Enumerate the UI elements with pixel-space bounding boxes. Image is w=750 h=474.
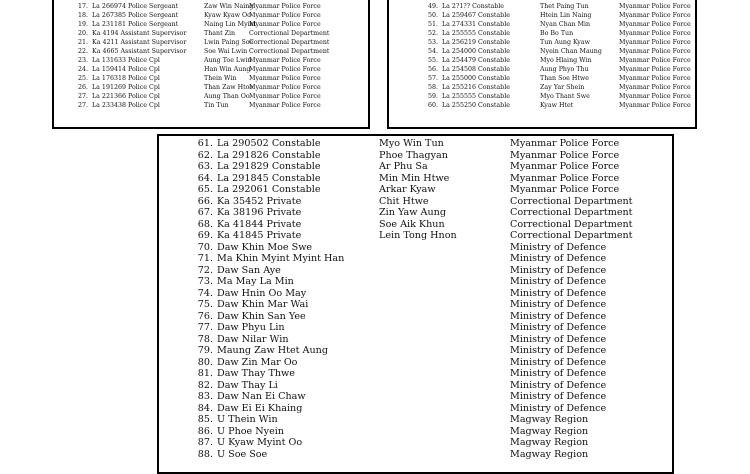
record-id: La 255555 Constable [442, 93, 510, 100]
table-row [159, 138, 672, 150]
record-id: La 254508 Constable [442, 66, 510, 73]
record-id: La 255216 Constable [442, 84, 510, 91]
person-name: Myo Thant Swe [540, 93, 590, 100]
table-row [54, 2, 368, 11]
record-id: Ma Khin Myint Myint Han [217, 253, 345, 264]
table-row [159, 288, 672, 300]
organization: Ministry of Defence [510, 241, 607, 253]
table-row [389, 20, 695, 29]
row-number: 75. [197, 299, 213, 310]
record-id: La 291826 Constable [217, 149, 321, 161]
person-name: Lwin Paing Soe [204, 39, 254, 46]
row-number: 68. [197, 218, 213, 230]
record-id: Daw Khin San Yee [217, 310, 306, 322]
organization: Correctional Department [510, 195, 633, 207]
record-id: La 191269 Police Cpl [92, 84, 160, 91]
record-id: Ka 4194 Assistant Supervisor [92, 30, 187, 37]
table-row [159, 150, 672, 162]
table-row [54, 92, 368, 101]
row-number: 77. [197, 322, 213, 333]
organization: Myanmar Police Force [510, 138, 620, 149]
person-name: Myo Win Tun [379, 138, 444, 149]
person-name: Thant Zin [204, 30, 236, 37]
row-number: 27. [77, 93, 88, 100]
record-id: La 274331 Constable [442, 21, 510, 28]
table-row [159, 426, 672, 438]
organization: Ministry of Defence [510, 287, 607, 299]
record-id: La 221366 Police Cpl [92, 93, 160, 100]
row-number: 84. [197, 402, 213, 414]
record-id: Ka 41845 Private [217, 230, 302, 241]
person-name: Soe Aik Khun [379, 218, 445, 230]
row-number: 24. [77, 66, 88, 73]
table-row [159, 219, 672, 231]
organization: Myanmar Police Force [249, 21, 321, 28]
table-row [159, 414, 672, 426]
organization: Myanmar Police Force [249, 93, 321, 100]
organization: Magway Region [510, 437, 589, 448]
row-number: 71. [197, 253, 213, 264]
table-row [159, 345, 672, 357]
record-id: La 267385 Police Sergeant [92, 12, 179, 19]
organization: Correctional Department [510, 218, 633, 230]
row-number: 58. [427, 84, 438, 91]
person-name: Naing Lin Myint [204, 21, 257, 28]
organization: Ministry of Defence [510, 299, 607, 310]
row-number: 50. [427, 12, 438, 19]
organization: Ministry of Defence [510, 368, 607, 379]
record-id: Daw Khin Moe Swe [217, 241, 313, 253]
person-name: Zaw Win Naing [204, 3, 254, 10]
table-row [159, 368, 672, 380]
table-row [159, 357, 672, 369]
record-id: La 259467 Constable [442, 12, 510, 19]
row-number: 80. [197, 356, 213, 368]
table-row [159, 207, 672, 219]
table-row [159, 276, 672, 288]
table-row [54, 65, 368, 74]
row-number: 86. [197, 425, 213, 437]
table-row [159, 161, 672, 173]
record-id: Daw San Aye [217, 264, 281, 276]
row-number: 72. [197, 264, 213, 276]
organization: Myanmar Police Force [249, 3, 321, 10]
table-row [159, 253, 672, 265]
organization: Ministry of Defence [510, 333, 607, 345]
organization: Magway Region [510, 448, 589, 460]
person-name: Zay Yar Shein [540, 84, 585, 91]
row-number: 55. [427, 57, 438, 64]
organization: Myanmar Police Force [510, 172, 620, 184]
organization: Correctional Department [510, 230, 633, 241]
organization: Myanmar Police Force [510, 149, 620, 161]
table-row [159, 242, 672, 254]
record-id: La 255555 Constable [442, 30, 510, 37]
table-row [389, 65, 695, 74]
row-number: 52. [427, 30, 438, 37]
person-name: Myo Hlaing Win [540, 57, 592, 64]
table-row [389, 92, 695, 101]
table-row [54, 47, 368, 56]
organization: Ministry of Defence [510, 310, 607, 322]
person-name: Chit Htwe [379, 195, 429, 207]
record-id: Daw Phyu Lin [217, 322, 285, 333]
table-row [159, 299, 672, 311]
table-row [389, 74, 695, 83]
record-id: La 231181 Police Sergeant [92, 21, 179, 28]
organization: Myanmar Police Force [249, 12, 321, 19]
table-row [389, 2, 695, 11]
person-name: Kyaw Htet [540, 102, 574, 109]
organization: Myanmar Police Force [619, 84, 691, 91]
organization: Myanmar Police Force [619, 12, 691, 19]
record-id: La 233438 Police Cpl [92, 102, 160, 109]
row-number: 87. [197, 437, 213, 448]
person-name: Tun Aung Kyaw [540, 39, 591, 46]
record-id: U Soe Soe [217, 448, 268, 460]
person-name: Bo Bo Tun [540, 30, 574, 37]
record-id: Ka 35452 Private [217, 195, 302, 207]
row-number: 65. [197, 184, 213, 195]
table-row [54, 101, 368, 110]
record-id: U Kyaw Myint Oo [217, 437, 303, 448]
record-id: Ma May La Min [217, 276, 294, 287]
organization: Myanmar Police Force [619, 30, 691, 37]
table-row [389, 38, 695, 47]
row-number: 70. [197, 241, 213, 253]
table-row [54, 20, 368, 29]
table-row [159, 380, 672, 392]
row-number: 20. [77, 30, 88, 37]
table-row [159, 437, 672, 449]
row-number: 82. [197, 379, 213, 391]
row-number: 57. [427, 75, 438, 82]
organization: Myanmar Police Force [619, 3, 691, 10]
table-row [159, 403, 672, 415]
organization: Myanmar Police Force [619, 93, 691, 100]
record-id: La 131633 Police Cpl [92, 57, 160, 64]
record-id: La 2?1?? Constable [442, 3, 505, 10]
organization: Ministry of Defence [510, 356, 607, 368]
table-row [389, 47, 695, 56]
person-name: Thein Win [204, 75, 237, 82]
organization: Ministry of Defence [510, 322, 607, 333]
table-row [54, 56, 368, 65]
person-name: Min Min Htwe [379, 172, 450, 184]
row-number: 26. [77, 84, 88, 91]
table-row [54, 83, 368, 92]
record-id: Daw Khin Mar Wai [217, 299, 309, 310]
person-name: Nyan Chan Min [540, 21, 591, 28]
row-number: 56. [427, 66, 438, 73]
organization: Ministry of Defence [510, 402, 607, 414]
person-name: Han Win Aung [204, 66, 251, 73]
record-id: Ka 38196 Private [217, 207, 302, 218]
person-name: Aung Phyo Thu [540, 66, 589, 73]
record-id: Daw Nan Ei Chaw [217, 391, 306, 402]
record-id: La 290502 Constable [217, 138, 321, 149]
bottom-document-panel [157, 134, 674, 474]
row-number: 67. [197, 207, 213, 218]
row-number: 49. [427, 3, 438, 10]
organization: Correctional Department [510, 207, 633, 218]
person-name: Nyein Chan Maung [540, 48, 602, 55]
record-id: La 255000 Constable [442, 75, 510, 82]
record-id: La 291845 Constable [217, 172, 321, 184]
row-number: 78. [197, 333, 213, 345]
row-number: 18. [77, 12, 88, 19]
record-id: Daw Thay Li [217, 379, 278, 391]
organization: Ministry of Defence [510, 391, 607, 402]
row-number: 64. [197, 172, 213, 184]
table-row [54, 29, 368, 38]
person-name: Aung Than Oo [204, 93, 250, 100]
person-name: Than Zaw Htoo [204, 84, 254, 91]
person-name: Aung Toe Lwin [204, 57, 252, 64]
organization: Ministry of Defence [510, 264, 607, 276]
record-id: Daw Ei Ei Khaing [217, 402, 303, 414]
record-id: La 254000 Constable [442, 48, 510, 55]
organization: Myanmar Police Force [510, 161, 620, 172]
row-number: 60. [427, 102, 438, 109]
table-row [389, 56, 695, 65]
organization: Myanmar Police Force [619, 102, 691, 109]
row-number: 22. [77, 48, 88, 55]
organization: Ministry of Defence [510, 345, 607, 356]
table-row [389, 83, 695, 92]
record-id: Daw Nilar Win [217, 333, 289, 345]
table-row [159, 196, 672, 208]
person-name: Htein Lin Naing [540, 12, 592, 19]
row-number: 21. [77, 39, 88, 46]
left-document-panel [52, 0, 370, 129]
row-number: 81. [197, 368, 213, 379]
person-name: Than Soe Htwe [540, 75, 590, 82]
row-number: 83. [197, 391, 213, 402]
record-id: La 255250 Constable [442, 102, 510, 109]
person-name: Arkar Kyaw [379, 184, 436, 195]
right-document-panel [387, 0, 697, 129]
row-number: 74. [197, 287, 213, 299]
row-number: 69. [197, 230, 213, 241]
organization: Correctional Department [249, 30, 330, 37]
row-number: 53. [427, 39, 438, 46]
row-number: 76. [197, 310, 213, 322]
record-id: La 254479 Constable [442, 57, 510, 64]
table-row [389, 101, 695, 110]
person-name: Soe Wai Lwin [204, 48, 248, 55]
row-number: 73. [197, 276, 213, 287]
record-id: La 292061 Constable [217, 184, 321, 195]
person-name: Ar Phu Sa [379, 161, 428, 172]
table-row [54, 74, 368, 83]
record-id: Daw Thay Thwe [217, 368, 295, 379]
organization: Myanmar Police Force [249, 57, 321, 64]
record-id: Daw Hnin Oo May [217, 287, 307, 299]
organization: Myanmar Police Force [619, 57, 691, 64]
table-row [159, 230, 672, 242]
person-name: Lein Tong Hnon [379, 230, 457, 241]
table-row [159, 449, 672, 461]
row-number: 66. [197, 195, 213, 207]
table-row [54, 11, 368, 20]
row-number: 19. [77, 21, 88, 28]
record-id: U Thein Win [217, 414, 278, 425]
table-row [389, 11, 695, 20]
record-id: La 291829 Constable [217, 161, 321, 172]
row-number: 63. [197, 161, 213, 172]
table-row [159, 184, 672, 196]
row-number: 25. [77, 75, 88, 82]
organization: Myanmar Police Force [249, 75, 321, 82]
record-id: Maung Zaw Htet Aung [217, 345, 328, 356]
row-number: 51. [427, 21, 438, 28]
row-number: 59. [427, 93, 438, 100]
record-id: La 266974 Police Sergeant [92, 3, 179, 10]
table-row [54, 38, 368, 47]
organization: Correctional Department [249, 48, 330, 55]
organization: Myanmar Police Force [619, 75, 691, 82]
organization: Myanmar Police Force [619, 66, 691, 73]
organization: Myanmar Police Force [249, 102, 321, 109]
table-row [159, 311, 672, 323]
organization: Ministry of Defence [510, 276, 607, 287]
table-row [159, 322, 672, 334]
row-number: 23. [77, 57, 88, 64]
row-number: 85. [197, 414, 213, 425]
record-id: Ka 4665 Assistant Supervisor [92, 48, 187, 55]
person-name: Tin Tun [204, 102, 229, 109]
organization: Ministry of Defence [510, 379, 607, 391]
record-id: Ka 4211 Assistant Supervisor [92, 39, 187, 46]
row-number: 62. [197, 149, 213, 161]
record-id: La 256219 Constable [442, 39, 510, 46]
person-name: Phoe Thagyan [379, 149, 448, 161]
record-id: Ka 41844 Private [217, 218, 302, 230]
table-row [159, 334, 672, 346]
organization: Myanmar Police Force [249, 84, 321, 91]
row-number: 54. [427, 48, 438, 55]
organization: Myanmar Police Force [619, 21, 691, 28]
organization: Myanmar Police Force [510, 184, 620, 195]
row-number: 61. [197, 138, 213, 149]
table-row [159, 265, 672, 277]
organization: Myanmar Police Force [619, 48, 691, 55]
table-row [159, 173, 672, 185]
organization: Magway Region [510, 414, 589, 425]
organization: Magway Region [510, 425, 589, 437]
row-number: 17. [77, 3, 88, 10]
table-row [159, 391, 672, 403]
row-number: 79. [197, 345, 213, 356]
person-name: Kyaw Kyaw Oo [204, 12, 251, 19]
organization: Ministry of Defence [510, 253, 607, 264]
record-id: La 176318 Police Cpl [92, 75, 160, 82]
row-number: 27. [77, 102, 88, 109]
person-name: Thet Paing Tun [540, 3, 589, 10]
organization: Myanmar Police Force [619, 39, 691, 46]
organization: Correctional Department [249, 39, 330, 46]
row-number: 88. [197, 448, 213, 460]
table-row [389, 29, 695, 38]
record-id: U Phoe Nyein [217, 425, 285, 437]
record-id: La 159414 Police Cpl [92, 66, 160, 73]
person-name: Zin Yaw Aung [379, 207, 446, 218]
record-id: Daw Zin Mar Oo [217, 356, 298, 368]
organization: Myanmar Police Force [249, 66, 321, 73]
